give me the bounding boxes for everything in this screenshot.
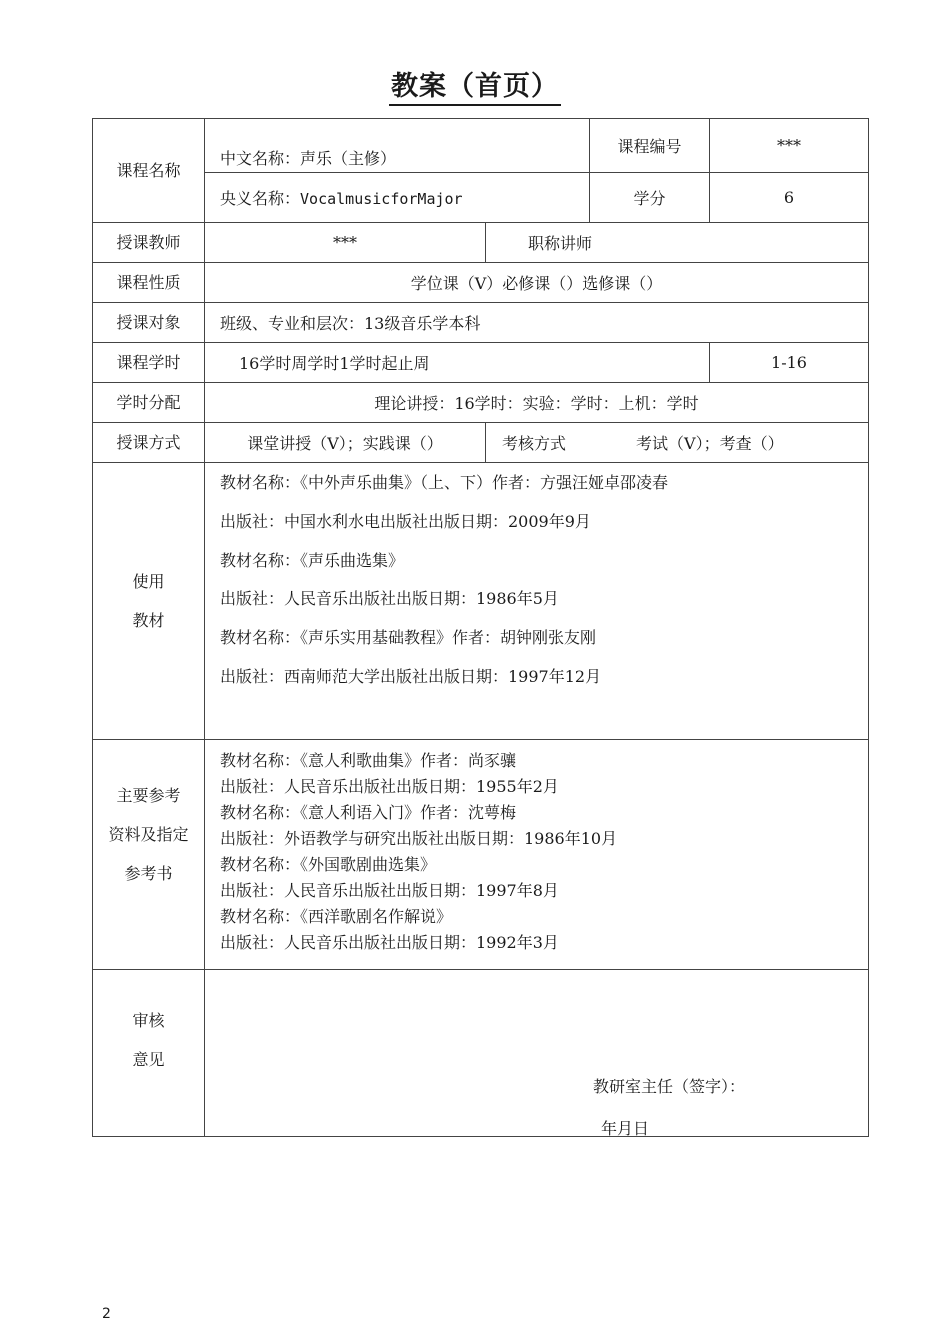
course-name-label: 课程名称	[93, 119, 205, 223]
course-nature-value: 学位课（V）必修课（）选修课（）	[205, 263, 869, 303]
hours-value: 16学时周学时1学时起止周	[205, 343, 710, 383]
allocation-label: 学时分配	[93, 383, 205, 423]
textbook-line: 教材名称：《中外声乐曲集》（上、下）作者：方强汪娅卓邵凌春	[220, 473, 669, 492]
textbooks-list	[205, 463, 869, 740]
exam-value: 考试（V）；考查（）	[636, 434, 784, 453]
teacher-value: ***	[205, 223, 486, 263]
reference-line: 教材名称：《意人利语入门》作者：沈萼梅	[220, 803, 517, 822]
page-title: 教案（首页）	[0, 64, 950, 103]
textbook-line: 出版社：西南师范大学出版社出版日期：1997年12月	[220, 666, 602, 686]
allocation-value: 理论讲授：16学时：实验：学时：上机：学时	[205, 383, 869, 423]
course-info-table	[92, 118, 869, 1137]
credit-value: 6	[710, 173, 869, 223]
signature-date: 年月日	[601, 1119, 650, 1138]
method-label: 授课方式	[93, 423, 205, 463]
textbooks-label: 使用 教材	[93, 463, 205, 740]
hours-label: 课程学时	[93, 343, 205, 383]
reference-line: 出版社：人民音乐出版社出版日期：1955年2月	[220, 777, 559, 796]
exam-label: 考核方式	[502, 434, 567, 453]
exam-cell	[486, 423, 869, 463]
teacher-label: 授课教师	[93, 223, 205, 263]
references-label: 主要参考 资料及指定 参考书	[93, 740, 205, 970]
audience-value: 班级、专业和层次：13级音乐学本科	[205, 303, 869, 343]
review-label: 审核 意见	[93, 970, 205, 1137]
course-code-label: 课程编号	[590, 119, 710, 173]
reference-line: 教材名称：《外国歌剧曲选集》	[220, 855, 437, 874]
textbook-line: 教材名称：《声乐实用基础教程》作者：胡钟刚张友刚	[220, 628, 597, 648]
audience-label: 授课对象	[93, 303, 205, 343]
reference-line: 教材名称：《意人利歌曲集》作者：尚豕骧	[220, 751, 517, 770]
review-cell	[205, 970, 869, 1137]
chinese-name: 中文名称：声乐（主修）	[205, 119, 590, 173]
english-name	[205, 173, 590, 223]
reference-line: 出版社：人民音乐出版社出版日期：1997年8月	[220, 881, 559, 900]
reference-line: 教材名称：《西洋歌剧名作解说》	[220, 907, 453, 926]
textbook-line: 出版社：人民音乐出版社出版日期：1986年5月	[220, 589, 559, 609]
textbook-line: 出版社：中国水利水电出版社出版日期：2009年9月	[220, 511, 591, 531]
teacher-title: 职称讲师	[486, 223, 869, 263]
reference-line: 出版社：外语教学与研究出版社出版日期：1986年10月	[220, 829, 618, 848]
page-number: 2	[102, 1306, 111, 1322]
english-name-value: VocalmusicforMajor	[300, 190, 463, 208]
signature-line: 教研室主任（签字）：	[593, 1077, 746, 1096]
method-value: 课堂讲授（V）；实践课（）	[205, 423, 486, 463]
credit-label: 学分	[590, 173, 710, 223]
textbook-line: 教材名称：《声乐曲选集》	[220, 550, 405, 570]
weeks-value: 1-16	[710, 343, 869, 383]
course-nature-label: 课程性质	[93, 263, 205, 303]
course-code-value: ***	[710, 119, 869, 173]
reference-line: 出版社：人民音乐出版社出版日期：1992年3月	[220, 933, 559, 952]
english-name-prefix: 央义名称：	[220, 189, 301, 208]
references-list	[205, 740, 869, 970]
